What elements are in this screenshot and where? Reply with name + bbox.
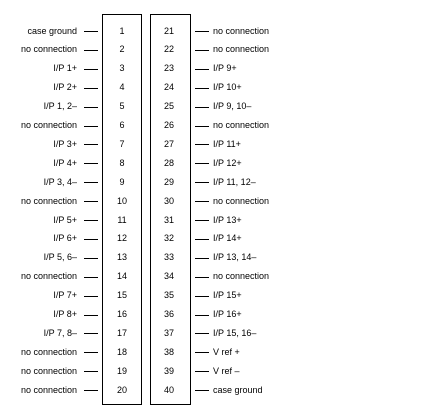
pin-label-right: I/P 15+ xyxy=(213,290,242,301)
pin-label-right: no connection xyxy=(213,195,270,206)
pin-label-left: no connection xyxy=(20,44,77,55)
pin-label-left: no connection xyxy=(20,346,77,357)
pin-lead-right xyxy=(195,201,209,202)
pin-lead-left xyxy=(84,277,98,278)
pin-lead-left xyxy=(84,315,98,316)
pin-number-right: 38 xyxy=(163,346,174,357)
pin-number-right: 29 xyxy=(163,176,174,187)
pin-lead-left xyxy=(84,144,98,145)
pin-number-left: 1 xyxy=(119,25,125,36)
pin-label-right: I/P 11, 12– xyxy=(213,176,256,187)
pin-number-left: 7 xyxy=(119,138,125,149)
pin-lead-right xyxy=(195,182,209,183)
pin-number-left: 12 xyxy=(116,233,127,244)
pin-label-right: I/P 11+ xyxy=(213,138,241,149)
pin-label-right: I/P 12+ xyxy=(213,157,242,168)
pin-number-right: 30 xyxy=(163,195,174,206)
pin-label-left: I/P 4+ xyxy=(53,157,77,168)
pin-lead-right xyxy=(195,50,209,51)
pin-label-left: I/P 6+ xyxy=(53,233,77,244)
pin-label-right: no connection xyxy=(213,44,270,55)
pin-label-right: no connection xyxy=(213,271,270,282)
pin-lead-left xyxy=(84,371,98,372)
pin-label-left: no connection xyxy=(20,271,77,282)
pin-label-left: case ground xyxy=(27,25,77,36)
pin-number-left: 17 xyxy=(116,327,127,338)
pin-lead-right xyxy=(195,258,209,259)
pin-number-right: 22 xyxy=(163,44,174,55)
pin-number-left: 19 xyxy=(116,365,127,376)
pin-label-right: I/P 13+ xyxy=(213,214,242,225)
pin-label-right: I/P 9, 10– xyxy=(213,101,252,112)
pin-number-right: 37 xyxy=(163,327,174,338)
pin-label-right: case ground xyxy=(213,384,263,395)
pin-lead-right xyxy=(195,69,209,70)
pin-number-right: 23 xyxy=(163,63,174,74)
pin-lead-left xyxy=(84,390,98,391)
pin-number-right: 33 xyxy=(163,252,174,263)
pin-label-right: I/P 16+ xyxy=(213,309,242,319)
pin-number-right: 25 xyxy=(163,101,174,112)
pin-number-left: 4 xyxy=(119,82,125,93)
pin-number-left: 9 xyxy=(119,176,125,187)
pin-number-right: 26 xyxy=(163,120,174,130)
pin-lead-right xyxy=(195,88,209,89)
pin-lead-right xyxy=(195,126,209,127)
pin-lead-left xyxy=(84,220,98,221)
pin-label-left: no connection xyxy=(20,365,77,376)
pin-number-left: 8 xyxy=(119,157,125,168)
pin-number-right: 35 xyxy=(163,290,174,301)
pin-lead-left xyxy=(84,182,98,183)
pin-lead-right xyxy=(195,296,209,297)
pin-number-right: 31 xyxy=(163,214,174,225)
pin-label-left: no connection xyxy=(20,120,77,130)
pin-lead-left xyxy=(84,163,98,164)
pin-lead-right xyxy=(195,277,209,278)
pin-lead-right xyxy=(195,333,209,334)
pin-label-right: V ref + xyxy=(213,346,240,357)
pin-lead-right xyxy=(195,371,209,372)
pin-number-left: 11 xyxy=(117,214,127,225)
pin-number-right: 28 xyxy=(163,157,174,168)
pin-label-left: I/P 2+ xyxy=(53,82,77,93)
pin-lead-right xyxy=(195,107,209,108)
pin-lead-left xyxy=(84,88,98,89)
pin-number-left: 14 xyxy=(116,271,127,282)
pin-label-right: I/P 10+ xyxy=(213,82,242,93)
pin-lead-right xyxy=(195,144,209,145)
pin-lead-left xyxy=(84,50,98,51)
pin-number-left: 20 xyxy=(116,384,127,395)
pin-label-right: no connection xyxy=(213,120,270,130)
pin-label-left: I/P 7, 8– xyxy=(43,327,77,338)
pin-lead-left xyxy=(84,296,98,297)
pin-label-left: I/P 7+ xyxy=(53,290,77,301)
pin-number-right: 39 xyxy=(163,365,174,376)
pin-number-left: 16 xyxy=(116,309,127,319)
pin-lead-left xyxy=(84,352,98,353)
pin-label-right: no connection xyxy=(213,25,270,36)
pin-lead-left xyxy=(84,107,98,108)
pin-label-left: I/P 3+ xyxy=(53,138,77,149)
pin-number-left: 3 xyxy=(119,63,125,74)
pin-lead-right xyxy=(195,220,209,221)
pin-label-right: I/P 13, 14– xyxy=(213,252,257,263)
pin-lead-right xyxy=(195,390,209,391)
pin-label-right: I/P 14+ xyxy=(213,233,242,244)
pin-label-left: I/P 5+ xyxy=(53,214,77,225)
pin-number-left: 5 xyxy=(119,101,125,112)
pin-label-left: no connection xyxy=(20,195,77,206)
pin-number-right: 27 xyxy=(163,138,174,149)
pin-number-left: 15 xyxy=(116,290,127,301)
pin-number-left: 2 xyxy=(119,44,125,55)
pin-number-right: 24 xyxy=(163,82,174,93)
pin-number-right: 21 xyxy=(163,25,174,36)
pin-number-left: 13 xyxy=(116,252,127,263)
pin-lead-right xyxy=(195,352,209,353)
pin-lead-left xyxy=(84,258,98,259)
pin-label-right: I/P 15, 16– xyxy=(213,327,257,338)
pin-number-right: 32 xyxy=(163,233,174,244)
pin-lead-right xyxy=(195,239,209,240)
pin-lead-left xyxy=(84,69,98,70)
pin-number-left: 6 xyxy=(119,120,125,130)
pin-lead-left xyxy=(84,239,98,240)
pin-lead-left xyxy=(84,201,98,202)
pin-label-right: V ref – xyxy=(213,365,240,376)
pin-number-right: 36 xyxy=(163,309,174,319)
pin-lead-right xyxy=(195,31,209,32)
pin-number-right: 34 xyxy=(163,271,174,282)
pin-label-left: I/P 3, 4– xyxy=(43,176,77,187)
pin-label-left: I/P 1+ xyxy=(53,63,77,74)
pin-number-left: 10 xyxy=(116,195,127,206)
pin-lead-right xyxy=(195,163,209,164)
pin-label-left: no connection xyxy=(20,384,77,395)
pin-number-left: 18 xyxy=(116,346,127,357)
pin-lead-right xyxy=(195,315,209,316)
pin-lead-left xyxy=(84,126,98,127)
pin-label-left: I/P 8+ xyxy=(53,309,77,319)
pin-lead-left xyxy=(84,31,98,32)
pin-label-left: I/P 1, 2– xyxy=(43,101,77,112)
pin-lead-left xyxy=(84,333,98,334)
pin-number-right: 40 xyxy=(163,384,174,395)
pin-label-left: I/P 5, 6– xyxy=(43,252,77,263)
pin-label-right: I/P 9+ xyxy=(213,63,237,74)
